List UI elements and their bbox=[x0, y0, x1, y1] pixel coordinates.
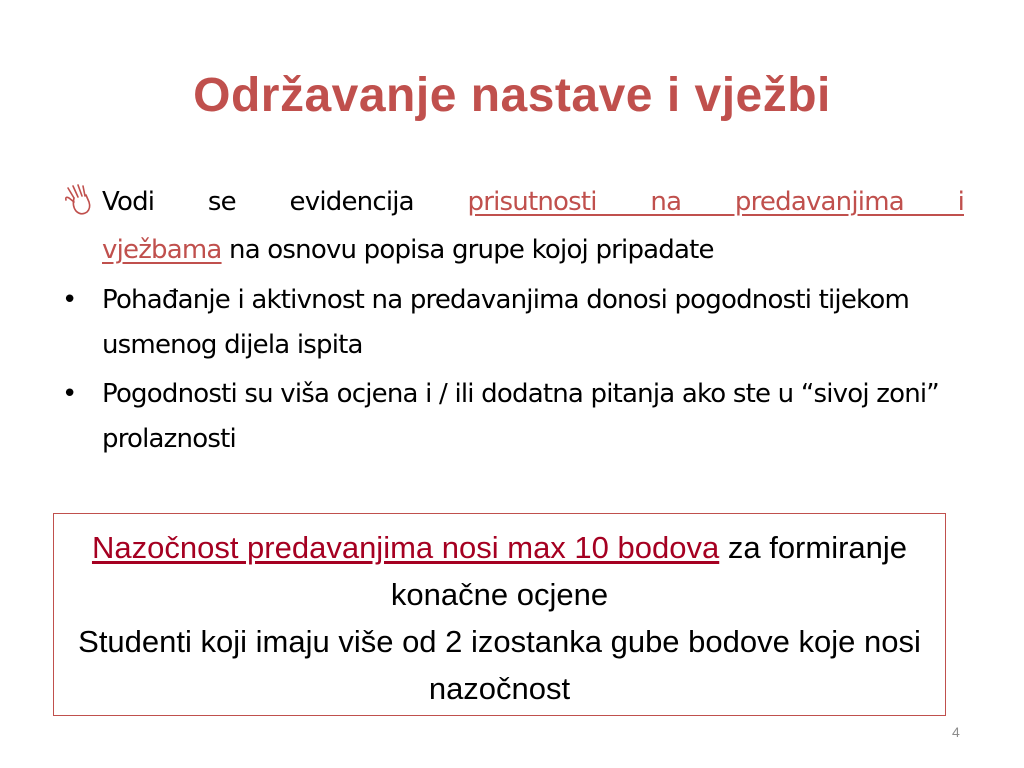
page-number: 4 bbox=[952, 724, 960, 740]
bullet-line-1 bbox=[102, 178, 964, 226]
slide-title: Održavanje nastave i vježbi bbox=[193, 69, 831, 122]
bullet-text bbox=[102, 178, 964, 274]
bullet-list bbox=[62, 178, 964, 462]
list-item bbox=[62, 372, 964, 462]
bullet-text-prefix: Vodi se evidencija bbox=[102, 187, 468, 217]
points-highlight-link[interactable]: Nazočnost predavanjima nosi max 10 bodova bbox=[91, 530, 720, 565]
attendance-link[interactable]: prisutnosti na predavanjima i bbox=[467, 187, 964, 217]
bullet-text: Pohađanje i aktivnost na predavanjima donosi pogodnosti tijekom usmenog dijela ispita bbox=[102, 285, 910, 360]
highlight-box bbox=[53, 513, 946, 716]
list-item bbox=[62, 278, 964, 368]
bullet-dot-icon: • bbox=[62, 285, 77, 315]
box-line-1 bbox=[54, 524, 945, 618]
attendance-link-continued[interactable]: vježbama bbox=[102, 235, 222, 265]
box-line-2: Studenti koji imaju više od 2 izostanka gube bodove koje nosi nazočnost bbox=[78, 624, 921, 706]
bullet-text: Pogodnosti su viša ocjena i / ili dodatna pitanja ako ste u “sivoj zoni” prolaznosti bbox=[102, 379, 939, 454]
pointing-hand-icon bbox=[62, 178, 102, 226]
box-line-1-rest: za formiranje konačne ocjene bbox=[390, 530, 908, 612]
bullet-text-suffix: na osnovu popisa grupe kojoj pripadate bbox=[221, 235, 714, 265]
list-item bbox=[62, 178, 964, 274]
bullet-dot-icon: • bbox=[62, 379, 77, 409]
